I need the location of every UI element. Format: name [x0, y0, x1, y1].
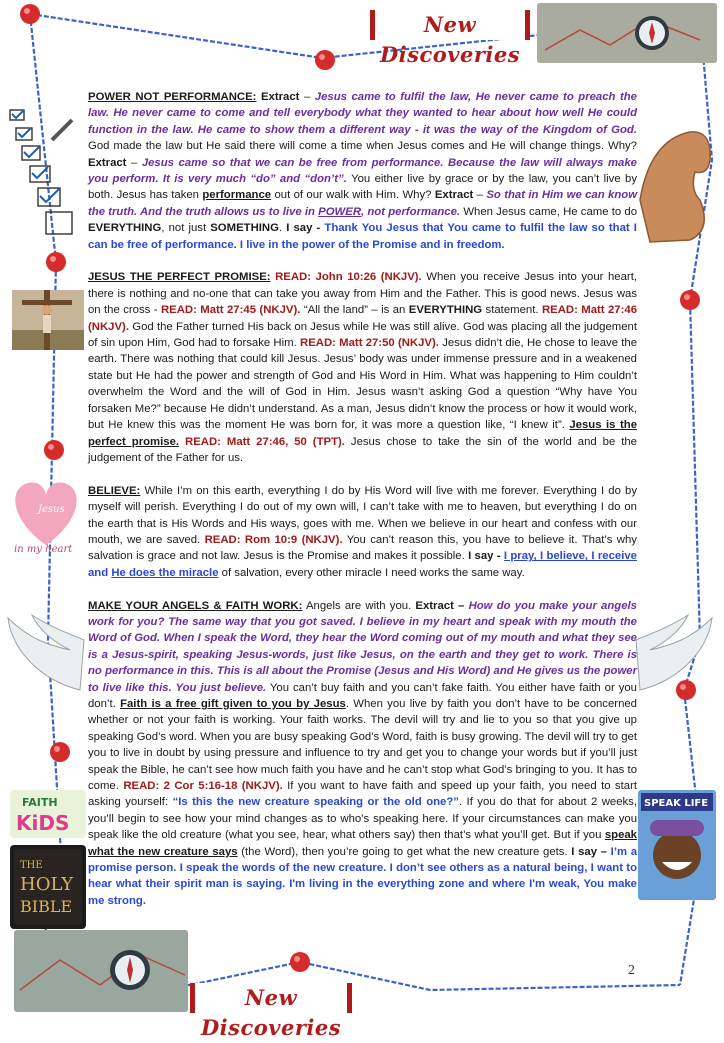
header-banner: New Discoveries [370, 10, 530, 40]
body-text: God made the law but He said there will come a time when Jesus comes and He will change things. Why? [88, 140, 637, 153]
pin-icon [50, 742, 70, 762]
faith-kids-line1: FAITH [22, 796, 58, 809]
scripture-reference: READ: 2 Cor 5:16-18 (NKJV). [123, 780, 283, 793]
body-text: . When you live by faith you don’t have to be concerned whether or not your faith is working. Your faith works. The devil will try and lie to you so that you give up speaking God’s word. When you are busy speaking God’s Word, faith is busy growing. The devil will try to get you to live in doubt by using pressure and influence to try and get you to change your words but if you’ll just speak the Bible, he can’t see how much faith you have and he can’t stop what God’s bringing to you. It has to come. [88, 697, 637, 793]
body-text: You can’t reason this, you have to believe it. That’s why salvation is grace and not law. Jesus is the Promise and makes it possible. [88, 533, 637, 563]
article-body [88, 89, 637, 926]
emphasis-text: EVERYTHING [88, 222, 162, 235]
pin-icon [46, 252, 66, 272]
pin-icon [315, 50, 335, 70]
extract-label: Extract – [415, 599, 465, 612]
section-heading: POWER NOT PERFORMANCE: [88, 91, 257, 103]
emphasis-text: SOMETHING [210, 222, 279, 235]
emphasis-text: Faith is a free gift given to you by Jesus [120, 697, 346, 710]
section-angels-faith [88, 598, 637, 910]
section-heading: MAKE YOUR ANGELS & FAITH WORK: [88, 599, 303, 612]
speak-life-image [638, 790, 716, 900]
extract-text: Jesus came so that we can be free from performance. Because the law will always make you perform. It is very much “do” and “don’t”. [88, 156, 637, 186]
flexed-arm-image [640, 132, 710, 242]
compass-map-image-bottom [14, 930, 188, 1012]
holy-bible-image [10, 845, 86, 929]
body-text: (the Word), then you’re going to get what the new creature gets. [241, 845, 568, 858]
body-text: If you want to have faith and speed up your faith, you need to start asking yourself: [88, 780, 637, 809]
say-label: I say - [286, 222, 321, 235]
scripture-reference: READ: John 10:26 (NKJV). [275, 271, 422, 284]
scripture-reference: READ: Rom 10:9 (NKJV). [204, 533, 343, 546]
body-text: . If you do that for about 2 weeks, you’ll begin to see how your mind changes as to who’s speaking here. If your circumstances can make you speak like the old creature (what you see, hear, what others say) then that’s what you’ll get. But if you [88, 796, 637, 842]
emphasis-text: EVERYTHING [408, 304, 483, 317]
say-label: I say - [468, 550, 501, 563]
scripture-reference: READ: Matt 27:46, 50 (TPT). [185, 435, 345, 448]
scripture-reference: READ: Matt 27:46 (NKJV). [88, 304, 638, 333]
emphasis-text: POWER [318, 205, 362, 218]
scripture-reference: READ: Matt 27:50 (NKJV). [300, 337, 439, 350]
page-number: 2 [628, 963, 635, 978]
jesus-heart-line2: in my heart [14, 544, 73, 555]
body-text: , not just [161, 222, 207, 235]
body-text: When you receive Jesus into your heart, there is nothing and no-one that can take you away from Him and the Father. This is good news. Jesus was on the cross - [88, 271, 637, 317]
say-link: I pray, I believe, I receive [503, 550, 637, 563]
pin-icon [680, 290, 700, 310]
body-text: While I’m on this earth, everything I do by His Word will live with me forever. Everything I do by myself will perish. Everything I do out of my own will, I can’t take with me to heaven, but everything I do on the earth that is His Words and His ways, goes with me. When we believe in our heart and confess with our mouth, we are saved. [88, 484, 637, 546]
question-text: “Is this the new creature speaking or the old one?” [172, 796, 459, 809]
body-text: Jesus chose to take the sin of the world and be the judgement of the Father for us. [88, 435, 637, 464]
section-believe [88, 483, 637, 581]
extract-label: Extract [88, 156, 127, 169]
section-power-not-performance: POWER NOT PERFORMANCE: Extract – Jesus came to fulfil the law, He never came to preach the law. He never came to come and tell everybody what they wanted to hear about how well He could function in the law. He came to show them a different way - it was the way of the Kingdom of God. God made the law but He said there will come a time when Jesus comes and He will change things. Why? Extract – Jesus came so that we can be free from performance. Because the law will always make you perform. It is very much “do” and “don’t”. You either live by grace or by the law, you can’t live by both. Jesus has taken performance out of our walk with Him. Why? Extract – So that in Him we can know the truth. And the truth allows us to live in POWER, not performance. When Jesus came, He came to do EVERYTHING, not just SOMETHING. I say - Thank You Jesus that You came to fulfil the law so that I can be free of performance. I live in the power of the Promise and in freedom. [88, 91, 638, 251]
jesus-heart-line1: Jesus [38, 504, 65, 515]
holy-bible-line3: BIBLE [20, 897, 73, 916]
speak-life-text: SPEAK LIFE [644, 798, 709, 809]
say-label: I say – [571, 845, 607, 858]
pin-icon [44, 440, 64, 460]
body-text: out of our walk with Him. Why? [274, 189, 432, 202]
jesus-heart-image [14, 482, 77, 555]
holy-bible-line1: THE [20, 860, 43, 871]
extract-text: So that in Him we can know the truth. And the truth allows us to live in [88, 189, 638, 218]
compass-icon [110, 950, 150, 990]
extract-text: Jesus came to fulfil the law, He never came to preach the law. He never came to come and tell everybody what they wanted to hear about how well He could function in the law. He came to show them a different way - it was the way of the Kingdom of God. [88, 91, 637, 136]
extract-label: Extract [434, 189, 474, 202]
say-text: and [88, 566, 109, 579]
body-text: You either live by grace or by the law, you can’t live by both. Jesus has taken [88, 173, 637, 202]
pin-icon [676, 680, 696, 700]
compass-map-image-top [537, 3, 717, 63]
compass-icon [635, 16, 669, 50]
angel-wing-left [8, 615, 84, 690]
body-text: of salvation, every other miracle I need works the same way. [221, 566, 525, 579]
pin-icon [290, 952, 310, 972]
body-text: “All the land” – is an [303, 304, 406, 317]
body-text: statement. [485, 304, 539, 317]
extract-text: , not performance. [361, 205, 461, 218]
say-text: Thank You Jesus that You came to fulfil the law so that I can be free of performance. I live in the power of the Promise and in freedom. [88, 222, 637, 251]
say-link: He does the miracle [111, 566, 219, 579]
section-heading: BELIEVE: [88, 484, 141, 497]
extract-label: Extract [260, 91, 300, 103]
scripture-reference: READ: Matt 27:45 (NKJV). [160, 304, 301, 317]
extract-text: How do you make your angels work for you? The same way that you got saved. I believe in my heart and speak with my mouth the Word of God. When I speak the Word, they hear the Word coming out of my mouth and what they see is a Jesus-spirit, speaking Jesus-words, just like Jesus, on the earth and they get to work. There is no performance in this. This is all about the Promise (Jesus and His Word) and He gives us the power to live like this. You just believe. [88, 599, 637, 694]
holy-bible-line2: HOLY [20, 874, 74, 895]
body-text: Angels are with you. [305, 599, 412, 612]
body-text: You can’t buy faith and you can’t fake faith. You either have faith or you don’t. [88, 681, 637, 710]
faith-kids-line2: KiDS [16, 811, 70, 835]
emphasis-text: performance [202, 189, 272, 202]
pin-icon [20, 4, 40, 24]
section-heading: JESUS THE PERFECT PROMISE: [88, 271, 271, 284]
emphasis-text: speak what the new creature says [88, 829, 637, 858]
crucifixion-image [12, 290, 84, 350]
body-text: Jesus didn’t die, He chose to leave the earth. There was nothing that could kill Jesus. Jesus’ body was under immense pressure and in a weakened state but He had the power and strength of God and His Word in Him. What was happening to Him couldn’t overwhelm the Word and the will of God in Him. Jesus wasn’t asking God a question “Why have You forsaken Me?” because He didn’t understand. As a man, Jesus didn’t know the process or how it would work, but He knew this was the moment He was born for, it was more a question like, “I knew it”. [88, 337, 638, 432]
emphasis-text: Jesus is the perfect promise. [88, 419, 637, 448]
faith-kids-image [10, 790, 86, 838]
body-text: When Jesus came, He came to do [463, 205, 638, 218]
footer-banner: New Discoveries [190, 983, 352, 1013]
say-text: I’m a promise person. I speak the words of the new creature. I don’t see others as a natural being, I want to hear what their spirit man is saying. I'm living in the everything zone and where I'm weak, You make me strong. [88, 845, 638, 907]
section-perfect-promise [88, 269, 637, 466]
body-text: God the Father turned His back on Jesus while He was still alive. God was placing all the judgement of sin upon Him, God had to forsake Him. [88, 320, 637, 350]
